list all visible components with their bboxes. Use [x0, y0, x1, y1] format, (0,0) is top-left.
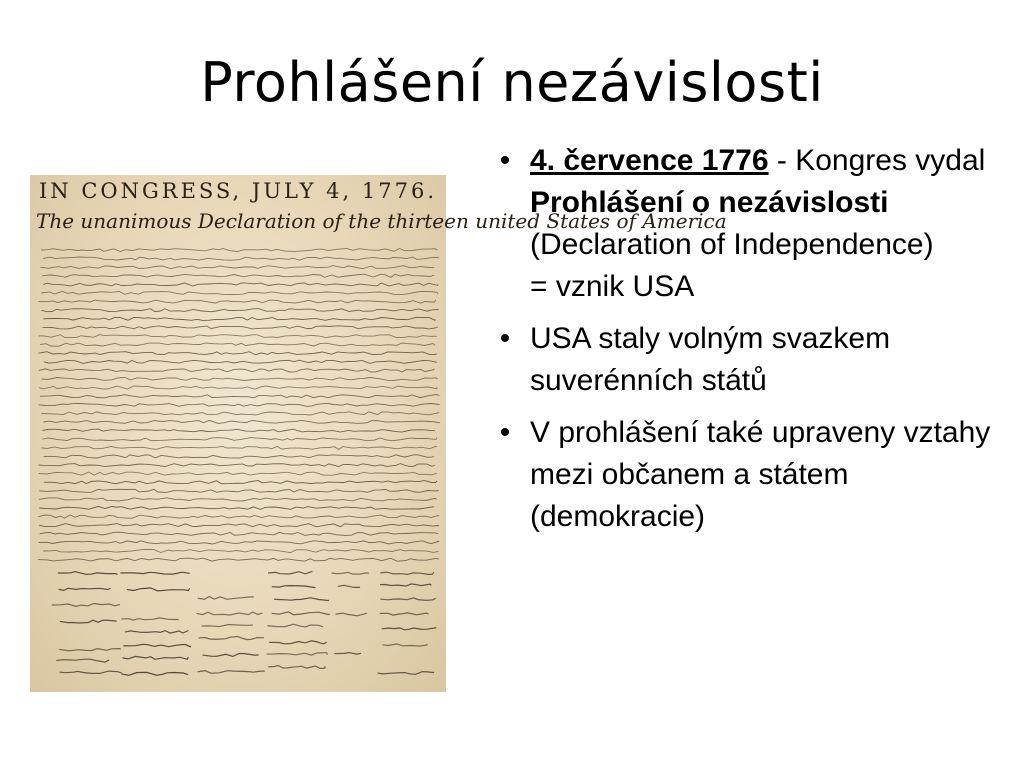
- handwriting-stroke: [41, 446, 437, 449]
- bullet-text: (Declaration of Independence): [530, 228, 934, 261]
- handwriting-stroke: [42, 377, 438, 380]
- handwriting-stroke: [44, 481, 437, 484]
- handwriting-stroke: [39, 369, 434, 372]
- handwriting-stroke: [44, 420, 440, 423]
- handwriting-stroke: [338, 585, 360, 587]
- image-header: IN CONGRESS, JULY 4, 1776.: [38, 179, 437, 203]
- bullet-text: V prohlášení také upraveny vztahy mezi občanem a státem (demokracie): [530, 416, 991, 533]
- handwriting-stroke: [198, 597, 254, 600]
- handwriting-stroke: [120, 572, 189, 574]
- handwriting-stroke: [42, 274, 434, 277]
- handwriting-stroke: [38, 558, 439, 561]
- bullet-list: [495, 140, 1000, 548]
- handwriting-stroke: [380, 584, 431, 586]
- handwriting-stroke: [380, 613, 429, 615]
- handwriting-stroke: [40, 532, 438, 535]
- handwriting-stroke: [59, 588, 111, 590]
- handwriting-stroke: [274, 598, 329, 601]
- handwriting-stroke: [59, 649, 120, 651]
- handwriting-stroke: [335, 613, 366, 616]
- handwriting-stroke: [41, 412, 439, 415]
- handwriting-stroke: [40, 266, 434, 269]
- handwriting-stroke: [202, 625, 253, 627]
- bullet-item-2: [495, 318, 1000, 402]
- handwriting-stroke: [39, 472, 437, 475]
- handwriting-stroke: [380, 598, 435, 601]
- handwriting-stroke: [52, 604, 120, 607]
- bullet-date: 4. července 1776: [530, 144, 769, 177]
- bullet-item-3: [495, 412, 1000, 538]
- handwriting-stroke: [39, 335, 437, 338]
- handwriting-stroke: [196, 612, 262, 615]
- handwriting-stroke: [44, 455, 434, 458]
- handwriting-stroke: [38, 352, 437, 355]
- handwriting-stroke: [272, 612, 330, 615]
- bullet-text: USA staly volným svazkem suverénních států: [530, 322, 891, 397]
- handwriting-stroke: [58, 572, 118, 575]
- handwriting-stroke: [125, 631, 188, 634]
- handwriting-stroke: [38, 464, 434, 467]
- handwriting-stroke: [267, 653, 328, 655]
- handwriting-stroke: [39, 386, 437, 389]
- handwriting-stroke: [39, 541, 439, 544]
- handwriting-stroke: [40, 343, 435, 346]
- handwriting-stroke: [272, 586, 316, 588]
- image-subheader: The unanimous Declaration of the thirteen united States of America: [36, 209, 727, 233]
- handwriting-stroke: [44, 360, 437, 363]
- slide-title: Prohlášení nezávislosti: [200, 51, 824, 114]
- handwriting-stroke: [38, 515, 439, 518]
- handwriting-stroke: [43, 283, 438, 286]
- handwriting-stroke: [43, 257, 439, 260]
- bullet-text: = vznik USA: [530, 270, 695, 303]
- handwriting-stroke: [40, 395, 440, 398]
- handwriting-stroke: [382, 628, 437, 630]
- handwriting-stroke: [121, 618, 178, 620]
- handwriting-stroke: [39, 524, 439, 527]
- handwriting-stroke: [269, 641, 327, 644]
- handwriting-stroke: [334, 653, 361, 655]
- handwriting-stroke: [42, 326, 437, 329]
- handwriting-stroke: [39, 300, 436, 303]
- bullet-text: Kongres vydal: [795, 144, 986, 177]
- bullet-strong-text: Prohlášení o nezávislosti: [530, 186, 889, 219]
- handwriting-stroke: [41, 291, 438, 294]
- handwriting-stroke: [43, 550, 438, 553]
- handwriting-stroke: [39, 498, 437, 501]
- handwriting-stroke: [39, 403, 440, 406]
- handwriting-stroke: [267, 624, 323, 627]
- handwriting-stroke: [123, 656, 189, 659]
- handwriting-stroke: [380, 572, 434, 574]
- handwriting-stroke: [121, 672, 188, 675]
- handwriting-stroke: [42, 429, 434, 432]
- handwriting-stroke: [331, 572, 368, 574]
- bullet-separator: -: [768, 144, 796, 177]
- bullet-icon: •: [499, 322, 511, 355]
- handwriting-stroke: [39, 489, 438, 492]
- handwriting-stroke: [127, 588, 190, 591]
- handwriting-stroke: [59, 671, 121, 673]
- handwriting-stroke: [199, 637, 264, 640]
- bullet-icon: •: [499, 144, 511, 177]
- handwriting-stroke: [41, 309, 438, 312]
- handwriting-stroke: [378, 672, 434, 675]
- handwriting-stroke: [382, 644, 426, 646]
- handwriting-stroke: [39, 506, 434, 509]
- handwriting-stroke: [60, 620, 117, 623]
- handwriting-stroke: [268, 666, 325, 669]
- handwriting-stroke: [202, 654, 258, 657]
- handwriting-stroke: [123, 644, 191, 646]
- handwriting-stroke: [43, 317, 435, 320]
- bullet-icon: •: [499, 416, 511, 449]
- bullet-item-1: [495, 140, 1000, 308]
- handwriting-stroke: [41, 248, 437, 251]
- handwriting-stroke: [198, 671, 265, 674]
- handwriting-stroke: [42, 438, 436, 441]
- handwriting-stroke: [268, 572, 312, 574]
- handwriting-stroke: [56, 659, 109, 662]
